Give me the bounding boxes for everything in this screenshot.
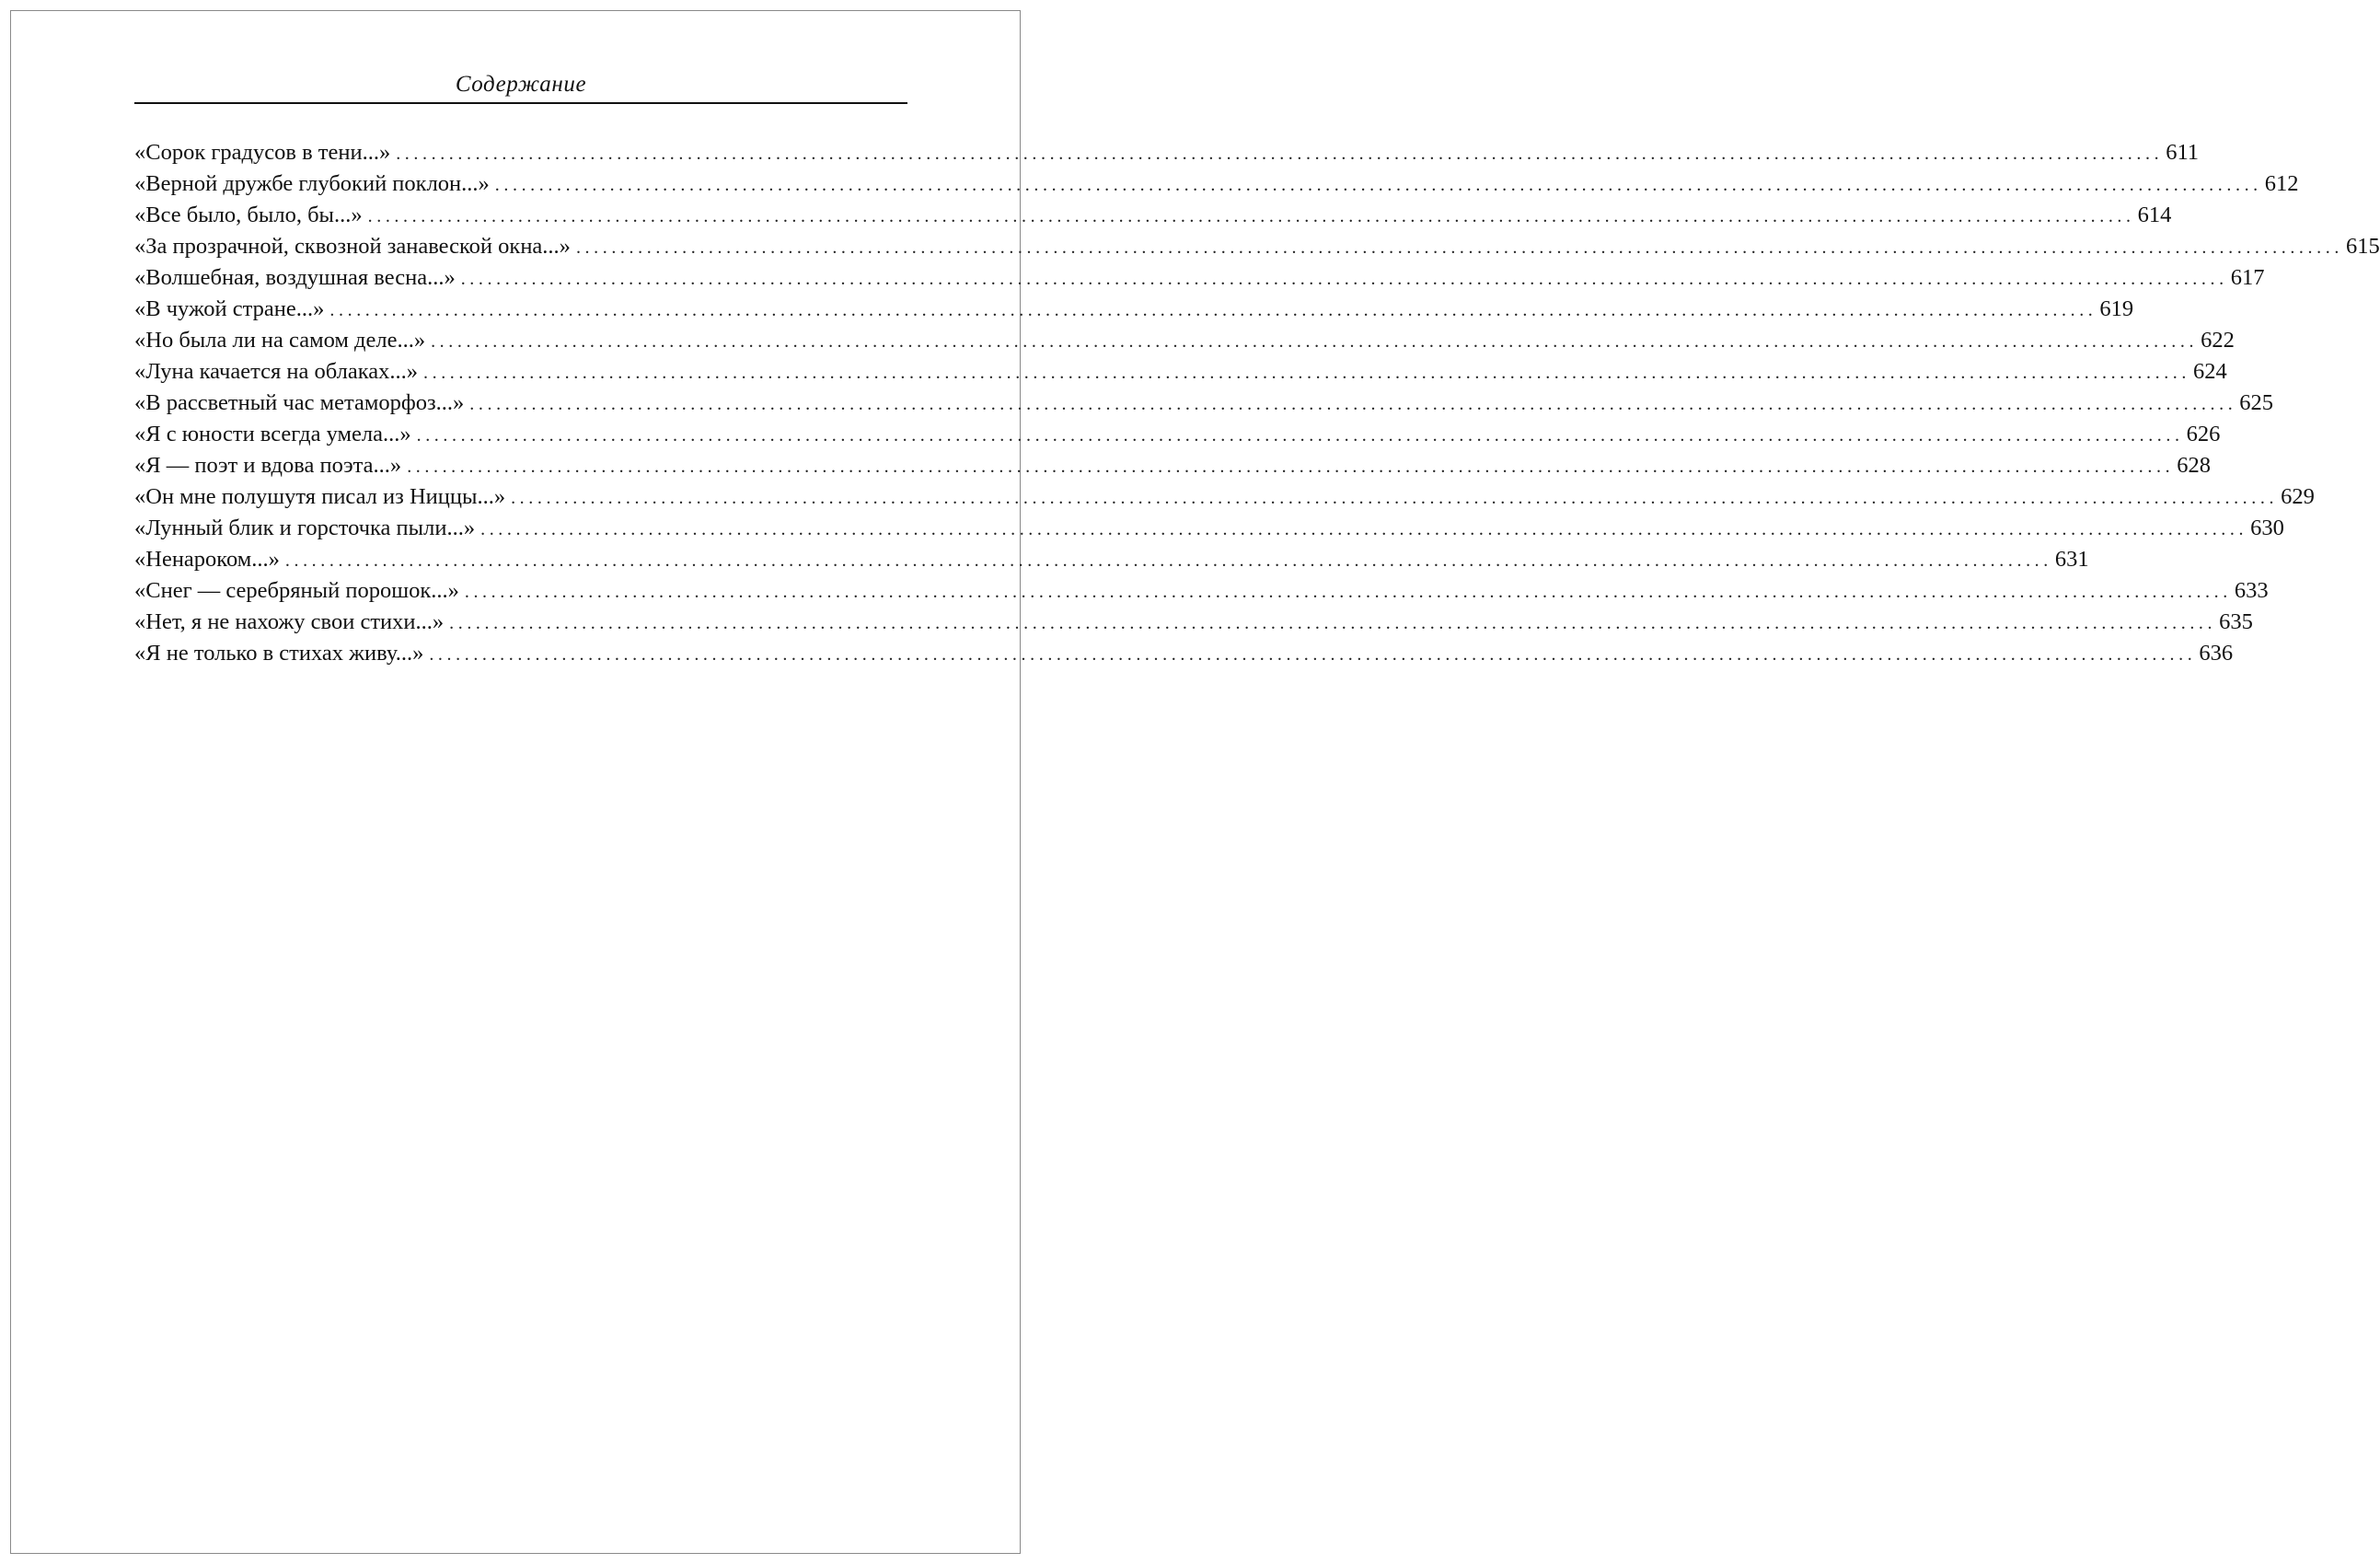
toc-entry-page: 614 [2137,203,2172,227]
dot-leader: ........................................................................................................................................................................................................ [284,550,2052,571]
toc-entry [134,356,2227,388]
toc-entry-title: «Я — поэт и вдова поэта...» [134,453,402,478]
toc-entry-title: «Ненароком...» [134,547,280,572]
toc-entry [134,200,2172,231]
toc-entry [134,231,2380,262]
toc-entry-title: «Я не только в стихах живу...» [134,641,424,666]
header-rule [134,102,907,104]
toc-entry-page: 617 [2230,265,2265,290]
toc-entry-page: 612 [2264,171,2299,196]
toc-entry-title: «Верной дружбе глубокий поклон...» [134,171,490,196]
toc-entry-title: «Я с юности всегда умела...» [134,422,411,446]
toc-entry [134,575,2269,607]
dot-leader: ........................................................................................................................................................................................................ [416,425,2184,446]
dot-leader: ........................................................................................................................................................................................................ [494,175,2262,195]
dot-leader: ........................................................................................................................................................................................................ [511,488,2279,508]
toc-entry [134,388,2274,419]
toc-entry-page: 615 [2345,234,2380,259]
dot-leader: ........................................................................................................................................................................................................ [367,206,2135,226]
toc-entry-title: «Он мне полушутя писал из Ниццы...» [134,484,506,509]
dot-leader: ........................................................................................................................................................................................................ [396,144,2164,164]
toc-entry-title: «В чужой стране...» [134,296,325,321]
toc-entry-page: 636 [2199,641,2234,666]
toc-entry-page: 625 [2239,390,2274,415]
toc-entry [134,419,2221,450]
toc-entry-page: 611 [2166,140,2200,165]
dot-leader: ........................................................................................................................................................................................................ [407,457,2175,477]
toc-entry [134,262,2265,294]
toc-entry-page: 626 [2186,422,2221,446]
dot-leader: ........................................................................................................................................................................................................ [329,300,2097,320]
toc-entry-page: 633 [2234,578,2269,603]
running-head: Содержание [455,72,587,97]
toc-entry-title: «Волшебная, воздушная весна...» [134,265,456,290]
toc-entry [134,137,2200,168]
toc-entry-page: 628 [2177,453,2211,478]
toc-entry [134,168,2299,200]
toc-entry-title: «Лунный блик и горсточка пыли...» [134,516,476,540]
dot-leader: ........................................................................................................................................................................................................ [449,613,2217,633]
toc-entry-page: 622 [2201,328,2235,353]
toc-entry-title: «Луна качается на облаках...» [134,359,418,384]
dot-leader: ........................................................................................................................................................................................................ [575,237,2343,258]
toc-entry [134,513,2284,544]
toc-entry-page: 635 [2219,609,2253,634]
toc-entry [134,450,2211,481]
dot-leader: ........................................................................................................................................................................................................ [460,269,2228,289]
dot-leader: ........................................................................................................................................................................................................ [480,519,2248,539]
toc-entry-page: 629 [2281,484,2315,509]
toc-entry-title: «В рассветный час метаморфоз...» [134,390,465,415]
toc-entry [134,294,2134,325]
dot-leader: ........................................................................................................................................................................................................ [469,394,2237,414]
toc-entry-page: 631 [2054,547,2089,572]
toc-entry-page: 630 [2250,516,2284,540]
table-of-contents [134,137,2380,669]
toc-entry [134,325,2235,356]
dot-leader: ........................................................................................................................................................................................................ [429,644,2197,665]
dot-leader: ........................................................................................................................................................................................................ [431,331,2199,352]
toc-entry [134,481,2315,513]
toc-entry-page: 619 [2099,296,2134,321]
toc-entry-title: «Сорок градусов в тени...» [134,140,391,165]
toc-entry-page: 624 [2193,359,2227,384]
toc-entry-title: «Но была ли на самом деле...» [134,328,426,353]
toc-entry [134,607,2253,638]
toc-entry [134,638,2234,669]
dot-leader: ........................................................................................................................................................................................................ [423,363,2190,383]
toc-entry-title: «Все было, было, бы...» [134,203,363,227]
toc-entry-title: «Нет, я не нахожу свои стихи...» [134,609,445,634]
toc-entry-title: «За прозрачной, сквозной занавеской окна...» [134,234,571,259]
dot-leader: ........................................................................................................................................................................................................ [464,582,2232,602]
toc-entry-title: «Снег — серебряный порошок...» [134,578,459,603]
toc-entry [134,544,2089,575]
